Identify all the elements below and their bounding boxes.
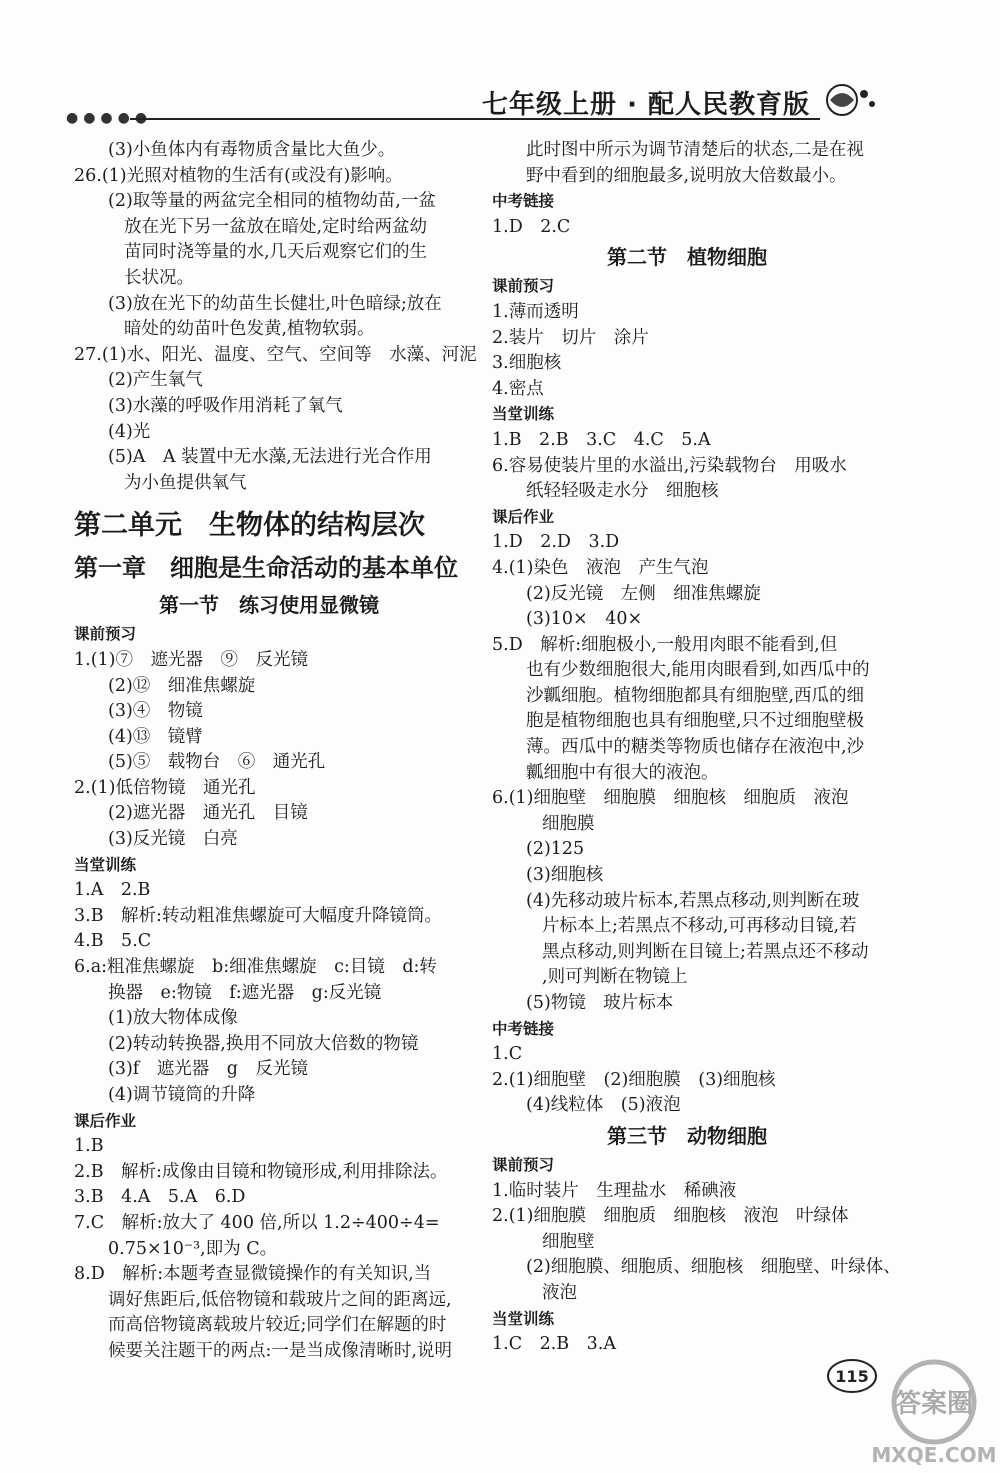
answer-line: 苗同时浇等量的水,几天后观察它们的生 xyxy=(124,242,428,263)
answer-line: (5)A A 装置中无水藻,无法进行光合作用 xyxy=(108,447,432,468)
answer-line: (5)⑤ 载物台 ⑥ 通光孔 xyxy=(108,752,326,773)
answer-line: 2.(1)细胞膜 细胞质 细胞核 液泡 叶绿体 xyxy=(492,1206,849,1227)
answer-line: 换器 e:物镜 f:遮光器 g:反光镜 xyxy=(108,982,382,1003)
answer-line: (3)反光镜 白亮 xyxy=(108,829,238,850)
answer-line: (3)④ 物镜 xyxy=(108,701,203,722)
answer-line: (2)遮光器 通光孔 目镜 xyxy=(108,803,308,824)
watermark-text: 答案圈 xyxy=(894,1389,974,1419)
section-label: 课后作业 xyxy=(492,507,555,526)
answer-line: (4)调节镜筒的升降 xyxy=(108,1085,256,1105)
answer-line: (3)10× 40× xyxy=(526,609,643,630)
answer-line: (3)f 遮光器 g 反光镜 xyxy=(108,1059,308,1080)
answer-line: (4)线粒体 (5)液泡 xyxy=(526,1095,681,1116)
answer-line: (3)放在光下的幼苗生长健壮,叶色暗绿;放在 xyxy=(108,293,442,314)
watermark-url: MXQE.COM xyxy=(871,1443,997,1467)
answer-line: 1.D 2.D 3.D xyxy=(492,532,620,553)
answer-line: 纸轻轻吸走水分 细胞核 xyxy=(526,481,719,502)
answer-line: 1.B 2.B 3.C 4.C 5.A xyxy=(492,429,711,450)
answer-line: 26.(1)光照对植物的生活有(或没有)影响。 xyxy=(74,165,403,186)
answer-line: 6.容易使装片里的水溢出,污染载物台 用吸水 xyxy=(492,455,847,476)
answer-line: 调好焦距后,低倍物镜和载玻片之间的距离远, xyxy=(108,1289,452,1310)
answer-line: (3)小鱼体内有毒物质含量比大鱼少。 xyxy=(108,140,396,160)
answer-line: (2)反光镜 左侧 细准焦螺旋 xyxy=(526,583,761,604)
answer-line: 黑点移动,则判断在目镜上;若黑点还不移动 xyxy=(542,941,869,962)
answer-line: (5)物镜 玻片标本 xyxy=(526,993,674,1013)
answer-line: 暗处的幼苗叶色发黄,植物软弱。 xyxy=(124,319,375,340)
answer-line: 4.(1)染色 液泡 产生气泡 xyxy=(492,557,709,578)
answer-line: 放在光下另一盆放在暗处,定时给两盆幼 xyxy=(124,216,428,237)
answer-line: 3.B 4.A 5.A 6.D xyxy=(74,1187,246,1208)
right-column xyxy=(492,138,901,1358)
section-title: 第三节 动物细胞 xyxy=(607,1123,767,1148)
answer-line: 瓤细胞中有很大的液泡。 xyxy=(526,762,719,783)
answer-line: 液泡 xyxy=(542,1282,577,1303)
answer-line: 沙瓤细胞。植物细胞都具有细胞壁,西瓜的细 xyxy=(526,685,865,706)
answer-line: (2)⑫ 细准焦螺旋 xyxy=(108,675,256,696)
answer-line: 2.(1)低倍物镜 通光孔 xyxy=(74,777,256,798)
answer-line: 1.C 2.B 3.A xyxy=(492,1334,616,1355)
answer-line: 6.a:粗准焦螺旋 b:细准焦螺旋 c:目镜 d:转 xyxy=(74,957,437,978)
answer-line: 薄。西瓜中的糖类等物质也储存在液泡中,沙 xyxy=(526,737,865,758)
header-title: 七年级上册 · 配人民教育版 xyxy=(482,90,810,120)
answer-line: 4.B 5.C xyxy=(74,931,152,952)
header-logo-icon xyxy=(820,80,880,120)
answer-line: 细胞膜 xyxy=(542,813,595,834)
answer-line: (3)水藻的呼吸作用消耗了氧气 xyxy=(108,395,343,416)
section-label: 课前预习 xyxy=(492,277,555,296)
answer-line: (2)产生氧气 xyxy=(108,370,203,391)
answer-line: 1.临时装片 生理盐水 稀碘液 xyxy=(492,1180,737,1201)
watermark-logo xyxy=(870,1350,998,1470)
section-label: 当堂训练 xyxy=(492,1309,555,1328)
answer-line: (2)125 xyxy=(526,839,585,860)
answer-line: 1.B xyxy=(74,1136,104,1157)
answer-line: 1.薄而透明 xyxy=(492,301,579,322)
answer-line: 细胞壁 xyxy=(542,1231,595,1252)
answer-line: (4)先移动玻片标本,若黑点移动,则判断在玻 xyxy=(526,890,860,911)
answer-line: 5.D 解析:细胞极小,一般用肉眼不能看到,但 xyxy=(492,634,838,655)
answer-line: (1)放大物体成像 xyxy=(108,1008,238,1029)
answer-line: 候要关注题干的两点:一是当成像清晰时,说明 xyxy=(108,1340,452,1361)
page-number: 115 xyxy=(835,1367,869,1386)
answer-line: 长状况。 xyxy=(124,267,194,288)
section-label: 中考链接 xyxy=(492,192,555,211)
answer-line: 6.(1)细胞壁 细胞膜 细胞核 细胞质 液泡 xyxy=(492,788,849,809)
section-label: 当堂训练 xyxy=(492,405,555,424)
answer-line: 为小鱼提供氧气 xyxy=(124,472,247,493)
answer-line: 1.A 2.B xyxy=(74,880,151,901)
section-label: 课前预习 xyxy=(74,625,137,644)
answer-line: 0.75×10⁻³,即为 C。 xyxy=(108,1238,278,1259)
chapter-title: 第一章 细胞是生命活动的基本单位 xyxy=(74,554,458,583)
answer-line: 7.C 解析:放大了 400 倍,所以 1.2÷400÷4= xyxy=(74,1212,440,1233)
answer-line: (4)⑬ 镜臂 xyxy=(108,726,203,747)
answer-line: (2)转动转换器,换用不同放大倍数的物镜 xyxy=(108,1033,419,1054)
answer-line: (3)细胞核 xyxy=(526,865,604,886)
header-dots: ●●●●● xyxy=(66,110,153,126)
answer-line: (2)细胞膜、细胞质、细胞核 细胞壁、叶绿体、 xyxy=(526,1257,901,1278)
answer-line: 片标本上;若黑点不移动,可再移动目镜,若 xyxy=(542,916,857,937)
answer-line: 8.D 解析:本题考查显微镜操作的有关知识,当 xyxy=(74,1264,432,1285)
section-label: 中考链接 xyxy=(492,1019,555,1038)
section-title: 第二节 植物细胞 xyxy=(607,245,767,270)
answer-line: 3.B 解析:转动粗准焦螺旋可大幅度升降镜筒。 xyxy=(74,905,442,926)
answer-line: 2.装片 切片 涂片 xyxy=(492,327,649,348)
section-title: 第一节 练习使用显微镜 xyxy=(159,593,379,618)
answer-line: 1.C xyxy=(492,1044,523,1065)
answer-line: 也有少数细胞很大,能用肉眼看到,如西瓜中的 xyxy=(526,660,870,681)
section-label: 课后作业 xyxy=(74,1111,137,1130)
answer-line: 1.(1)⑦ 遮光器 ⑨ 反光镜 xyxy=(74,649,308,670)
answer-line: 野中看到的细胞最多,说明放大倍数最小。 xyxy=(526,165,847,186)
answer-line: 2.(1)细胞壁 (2)细胞膜 (3)细胞核 xyxy=(492,1069,776,1090)
unit-title: 第二单元 生物体的结构层次 xyxy=(74,510,425,542)
answer-line: 4.密点 xyxy=(492,378,544,399)
section-label: 课前预习 xyxy=(492,1155,555,1174)
answer-line: 1.D 2.C xyxy=(492,216,571,237)
answer-line: (2)取等量的两盆完全相同的植物幼苗,一盆 xyxy=(108,191,436,212)
answer-line: 27.(1)水、阳光、温度、空气、空间等 水藻、河泥 xyxy=(74,344,477,365)
answer-line: (4)光 xyxy=(108,421,151,442)
section-label: 当堂训练 xyxy=(74,855,137,874)
answer-line: 胞是植物细胞也具有细胞壁,只不过细胞壁极 xyxy=(526,711,865,732)
answer-line: 2.B 解析:成像由目镜和物镜形成,利用排除法。 xyxy=(74,1161,448,1182)
answer-line: 此时图中所示为调节清楚后的状态,二是在视 xyxy=(526,140,865,160)
answer-line: 而高倍物镜离载玻片较近;同学们在解题的时 xyxy=(108,1315,447,1336)
page-header xyxy=(0,0,1000,130)
answer-line: 3.细胞核 xyxy=(492,353,562,374)
answer-line: ,则可判断在物镜上 xyxy=(542,967,688,988)
left-column xyxy=(74,138,477,1365)
